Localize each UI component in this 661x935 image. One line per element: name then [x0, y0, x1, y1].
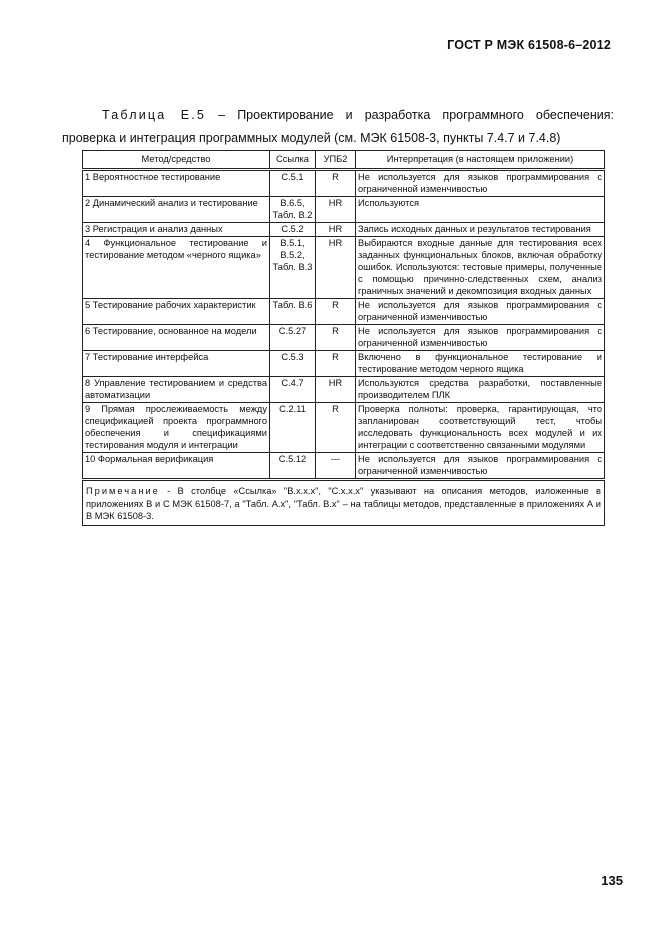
cell-interp: Запись исходных данных и результатов тестирования: [356, 223, 605, 237]
cell-ref: С.5.27: [270, 325, 316, 351]
table-row: [83, 170, 605, 197]
table-caption: [62, 104, 614, 150]
caption-title-part1: – Проектирование и разработка программного обеспечения:: [218, 108, 614, 122]
caption-label: Таблица Е.5: [102, 108, 207, 122]
cell-ref: С.5.12: [270, 453, 316, 480]
cell-upb: R: [316, 299, 356, 325]
cell-upb: ---: [316, 453, 356, 480]
cell-ref: С.5.1: [270, 170, 316, 197]
cell-ref: С.4.7: [270, 377, 316, 403]
cell-method: 3 Регистрация и анализ данных: [83, 223, 270, 237]
cell-method: 6 Тестирование, основанное на модели: [83, 325, 270, 351]
cell-ref: Табл. В.6: [270, 299, 316, 325]
cell-interp: Выбираются входные данные для тестирования всех заданных функциональных блоков, включая обработку ошибок. Используются: тестовые примеры, полученные с помощью причинно-следственных схем, анализ граничных значений и декомпозиция входных данных: [356, 237, 605, 299]
cell-upb: HR: [316, 237, 356, 299]
table-row: [83, 377, 605, 403]
page-number: 135: [601, 873, 623, 888]
table-header-row: [83, 151, 605, 170]
cell-method: 4 Функциональное тестирование и тестирование методом «черного ящика»: [83, 237, 270, 299]
cell-method: 9 Прямая прослеживаемость между спецификацией проекта программного обеспечения и спецификациями тестирования модуля и интеграции: [83, 403, 270, 453]
cell-method: 8 Управление тестированием и средства автоматизации: [83, 377, 270, 403]
cell-ref: В.5.1, В.5.2, Табл. В.3: [270, 237, 316, 299]
cell-method: 7 Тестирование интерфейса: [83, 351, 270, 377]
table-note: [83, 480, 605, 526]
caption-line-2: проверка и интеграция программных модулей (см. МЭК 61508-3, пункты 7.4.7 и 7.4.8): [62, 131, 561, 145]
cell-interp: Проверка полноты: проверка, гарантирующая, что запланирован соответствующий тест, чтобы исследовать функциональность всех модулей и их интеграции с соответственно связанными модулями: [356, 403, 605, 453]
cell-interp: Используются средства разработки, поставленные производителем ПЛК: [356, 377, 605, 403]
table-row: [83, 403, 605, 453]
cell-interp: Не используется для языков программирования с ограниченной изменчивостью: [356, 170, 605, 197]
table-row: [83, 453, 605, 480]
table-row: [83, 299, 605, 325]
cell-ref: С.5.2: [270, 223, 316, 237]
cell-upb: R: [316, 170, 356, 197]
note-text: - В столбце «Ссылка» "В.х.х.х", "С.х.х.х" указывают на описания методов, изложенные в приложениях В и С МЭК 61508-7, а "Табл. А.х", "Табл. В.х" – на таблицы методов, представленные в приложениях А и В МЭК 61508-3.: [86, 486, 601, 521]
cell-interp: Не используется для языков программирования с ограниченной изменчивостью: [356, 299, 605, 325]
table-note-row: [83, 480, 605, 526]
cell-ref: С.2.11: [270, 403, 316, 453]
table-row: [83, 197, 605, 223]
table-row: [83, 325, 605, 351]
cell-method: 1 Вероятностное тестирование: [83, 170, 270, 197]
cell-ref: В.6.5, Табл. В.2: [270, 197, 316, 223]
note-label: Примечание: [86, 486, 160, 496]
col-header-ref: Ссылка: [270, 151, 316, 170]
document-code: ГОСТ Р МЭК 61508-6–2012: [447, 38, 611, 52]
cell-upb: HR: [316, 223, 356, 237]
table-row: [83, 237, 605, 299]
cell-method: 10 Формальная верификация: [83, 453, 270, 480]
cell-interp: Используются: [356, 197, 605, 223]
col-header-upb: УПБ2: [316, 151, 356, 170]
cell-interp: Не используется для языков программирования с ограниченной изменчивостью: [356, 325, 605, 351]
cell-upb: HR: [316, 197, 356, 223]
table-row: [83, 223, 605, 237]
cell-upb: HR: [316, 377, 356, 403]
col-header-interp: Интерпретация (в настоящем приложении): [356, 151, 605, 170]
cell-upb: R: [316, 351, 356, 377]
cell-interp: Включено в функциональное тестирование и тестирование методом черного ящика: [356, 351, 605, 377]
table-row: [83, 351, 605, 377]
caption-line-1: [62, 104, 614, 127]
cell-method: 2 Динамический анализ и тестирование: [83, 197, 270, 223]
cell-method: 5 Тестирование рабочих характеристик: [83, 299, 270, 325]
cell-upb: R: [316, 403, 356, 453]
cell-upb: R: [316, 325, 356, 351]
col-header-method: Метод/средство: [83, 151, 270, 170]
methods-table: [82, 150, 605, 526]
cell-ref: С.5.3: [270, 351, 316, 377]
cell-interp: Не используется для языков программирования с ограниченной изменчивостью: [356, 453, 605, 480]
